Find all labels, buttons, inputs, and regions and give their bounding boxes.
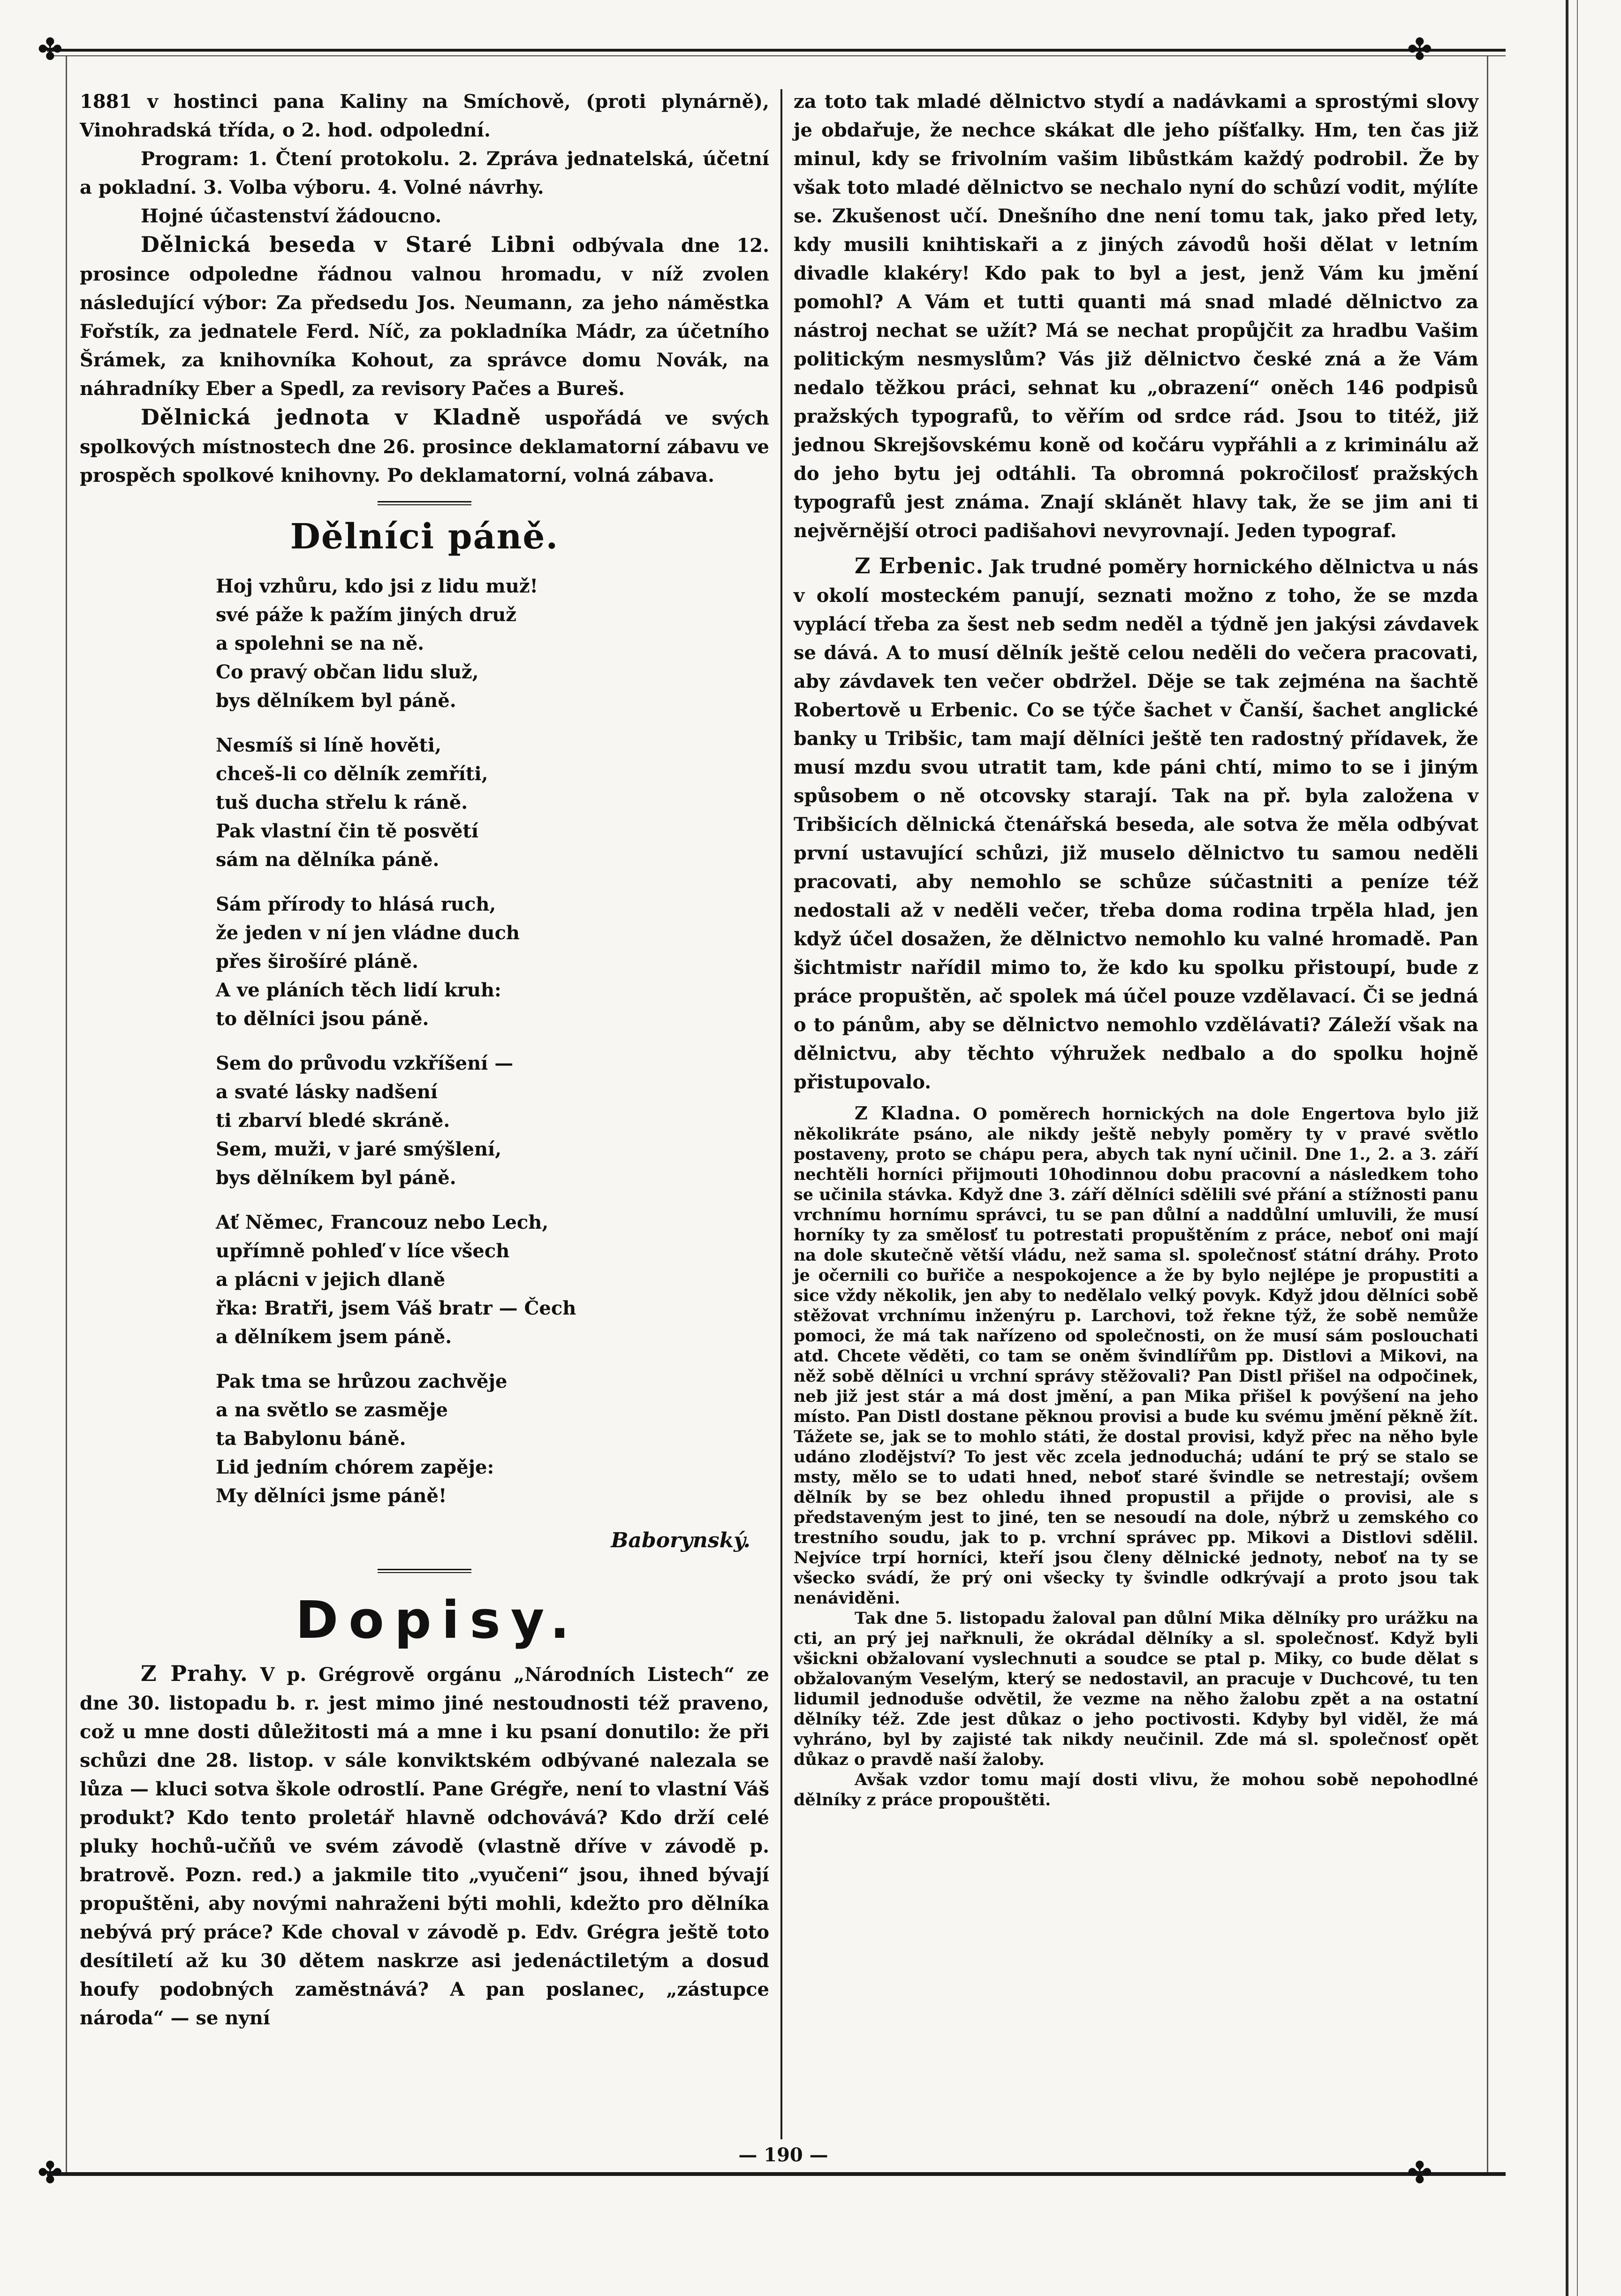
- poem-line: to dělníci jsou páně.: [216, 1008, 429, 1030]
- poem-stanza: [216, 1208, 769, 1351]
- poem-line: Sem do průvodu vzkříšení —: [216, 1052, 514, 1074]
- poem-line: řka: Bratři, jsem Váš bratr — Čech: [216, 1297, 576, 1319]
- poem-line: a dělníkem jsem páně.: [216, 1326, 452, 1348]
- jednota-report: [80, 403, 769, 490]
- left-border-rule: [66, 56, 67, 2172]
- meeting-notice: 1881 v hostinci pana Kaliny na Smíchově, (proti plynárně), Vinohradská třída, o 2. hod. odpolední.: [80, 91, 769, 141]
- corner-ornament-icon: ✤: [1407, 32, 1432, 67]
- corner-ornament-icon: ✤: [38, 32, 63, 67]
- beseda-report: [80, 230, 769, 403]
- poem-line: a spolehni se na ně.: [216, 632, 424, 654]
- beseda-heading: Dělnická beseda v Staré Libni: [141, 232, 556, 257]
- top-border-rule: [47, 49, 1506, 52]
- poem-line: přes širošíré pláně.: [216, 950, 419, 973]
- poem-author: Baborynský.: [611, 1528, 750, 1552]
- poem-line: Co pravý občan lidu služ,: [216, 661, 479, 683]
- poem-line: Nesmíš si líně hověti,: [216, 734, 442, 756]
- top-border-thin-rule: [47, 55, 1506, 56]
- poem-line: Lid jedním chórem zapěje:: [216, 1456, 494, 1478]
- poem-line: ta Babylonu báně.: [216, 1428, 406, 1450]
- poem-line: bys dělníkem byl páně.: [216, 690, 456, 712]
- letter-kladno: [794, 1103, 1478, 1810]
- poem-line: Pak tma se hrůzou zachvěje: [216, 1370, 508, 1392]
- left-column: [80, 87, 769, 2032]
- poem-line: ti zbarví bledé skráně.: [216, 1110, 450, 1132]
- poem-line: upřímně pohleď v líce všech: [216, 1240, 510, 1262]
- praha-text: V p. Grégrově orgánu „Národních Listech“ ze dne 30. listopadu b. r. jest mimo jiné nestoudnosti též praveno, což u mne dosti důležitosti má a mne i ku psaní donutilo: že při schůzi dne 28. listop. v sále konviktském odbývané nalezala se lůza — kluci sotva škole odrostlí. Pane Grégře, není to vlastní Váš produkt? Kdo tento proletář hlavně odchovává? Kdo drží celé pluky hochů-učňů ve svém závodě (vlastně dříve v závodě p. bratrově. Pozn. red.) a jakmile tito „vyučeni“ jsou, ihned bývají propuštěni, aby novými nahraženi býti mohli, kdežto pro dělníka nebývá prý práce? Kde choval v závodě p. Edv. Grégra ještě toto desítiletí až ku 30 dětem naskrze asi jedenáctiletým a dosud houfy podobných zaměstnává? A pan poslanec, „zástupce národa“ — se nyní: [80, 1664, 770, 2029]
- praha-heading: Z Prahy.: [141, 1661, 248, 1686]
- bottom-border-rule: [47, 2172, 1506, 2176]
- corner-ornament-icon: ✤: [38, 2156, 63, 2190]
- praha-continuation: za toto tak mladé dělnictvo stydí a nadávkami a sprostými slovy je obdařuje, že nechce skákat dle jeho píšťalky. Hm, ten čas již minul, kdy se frivolním vašim libůstkám každý podrobil. Že by však toto mladé dělnictvo se nechalo nyní do schůzí vodit, mýlíte se. Zkušenost učí. Dnešního dne není tomu tak, jako před lety, kdy musili knihtiskaři a z jiných závodů hoši dělat v letním divadle klakéry! Kdo pak to byl a jest, jenž Vám ku jmění pomohl? A Vám et tutti quanti má snad mladé dělnictvo za nástroj nechat se užít? Má se nechat propůjčit za hradbu Vašim politickým nesmyslům? Vás již dělnictvo české zná a že Vám nedalo těžkou práci, sehnat ku „obrazení“ oněch 146 podpisů pražských typografů, to věřím od srdce rád. Jsou to titéž, již jednou Skrejšovskému koně od kočáru vypřáhli a z kriminálu až do jeho bytu jej odtáhli. Ta obromná pokročilosť pražských typografů jest známa. Znají sklánět hlavy tak, že se jim ani ti nejvěrnější otroci padišahovi nevyrovnají. Jeden typograf.: [794, 91, 1478, 542]
- poem-line: bys dělníkem byl páně.: [216, 1167, 456, 1189]
- scan-edge-line: [1566, 0, 1568, 2296]
- right-border-rule: [1487, 56, 1488, 2172]
- poem-stanza: [216, 890, 769, 1033]
- poem-stanza: [216, 1367, 769, 1510]
- poem-line: Ať Němec, Francouz nebo Lech,: [216, 1211, 549, 1233]
- page-number: — 190 —: [738, 2144, 828, 2166]
- poem-line: A ve pláních těch lidí kruh:: [216, 979, 501, 1001]
- kladno-paragraph: [794, 1103, 1478, 1608]
- jednota-text: uspořádá ve svých spolkových místnostech dne 26. prosince deklamatorní zábavu ve prospěch spolkové knihovny. Po deklamatorní, volná zábava.: [80, 407, 769, 487]
- jednota-heading: Dělnická jednota v Kladně: [141, 404, 522, 430]
- poem: [80, 572, 769, 1510]
- scan-edge-thin-line: [1577, 0, 1578, 2296]
- column-divider: [780, 89, 782, 2139]
- poem-line: Pak vlastní čin tě posvětí: [216, 820, 479, 842]
- poem-line: a plácni v jejich dlaně: [216, 1269, 446, 1291]
- poem-line: své páže k pažím jiných druž: [216, 604, 516, 626]
- section-title: Dopisy.: [295, 1590, 580, 1650]
- poem-line: Sem, muži, v jaré smýšlení,: [216, 1138, 502, 1160]
- poem-title: Dělníci páně.: [290, 517, 559, 557]
- poem-stanza: [216, 731, 769, 874]
- poem-stanza: [216, 1049, 769, 1192]
- kladno-heading: Z Kladna.: [855, 1102, 962, 1124]
- right-column: [794, 87, 1478, 1810]
- poem-line: tuš ducha střelu k ráně.: [216, 791, 468, 813]
- kladno-paragraph: Tak dne 5. listopadu žaloval pan důlní Mika dělníky pro urážku na cti, an prý jej nařknuli, že okrádal dělníky a sl. společnosť. Když byli všickni obžalovaní vyslechnuti a soudce se ptal p. Miky, co bude dělat s obžalovaným Veselým, který se nedostavil, an pracuje v Duchcové, tu ten lidumil jednoduše odvětil, že vezme na něho žalobu zpět a na ostatní dělníky též. Zde jest důkaz o jeho poctivosti. Kdyby byl viděl, že má vyhráno, byl by zajisté tak nikdy neučinil. Zde má sl. společnosť opět důkaz o pravdě naší žaloby.: [794, 1609, 1478, 1769]
- poem-line: My dělníci jsme páně!: [216, 1485, 447, 1507]
- section-rule: [378, 1569, 471, 1573]
- poem-line: a na světlo se zasměje: [216, 1399, 448, 1421]
- poem-line: že jeden v ní jen vládne duch: [216, 922, 520, 944]
- letter-praha: [80, 1659, 769, 2032]
- corner-ornament-icon: ✤: [1407, 2156, 1432, 2190]
- poem-line: Hoj vzhůru, kdo jsi z lidu muž!: [216, 575, 538, 597]
- erbenic-heading: Z Erbenic.: [855, 553, 984, 578]
- meeting-program: Program: 1. Čtení protokolu. 2. Zpráva jednatelská, účetní a pokladní. 3. Volba výboru. 4. Volné návrhy.: [80, 148, 769, 198]
- kladno-paragraph: Avšak vzdor tomu mají dosti vlivu, že mohou sobě nepohodlné dělníky z práce propouštěti.: [794, 1770, 1478, 1809]
- poem-line: sám na dělníka páně.: [216, 849, 439, 871]
- poem-stanza: [216, 572, 769, 715]
- beseda-text: odbývala dne 12. prosince odpoledne řádnou valnou hromadu, v níž zvolen následující výbor: Za předsedu Jos. Neumann, za jeho náměstka Fořstík, za jednatele Ferd. Níč, za pokladníka Mádr, za účetního Šrámek, za knihovníka Kohout, za správce domu Novák, na náhradníky Eber a Spedl, za revisory Pačes a Bureš.: [80, 235, 769, 400]
- letter-erbenic: [794, 552, 1478, 1096]
- poem-line: chceš-li co dělník zemříti,: [216, 763, 488, 785]
- poem-line: Sám přírody to hlásá ruch,: [216, 893, 496, 915]
- kladno-text: O poměrech hornických na dole Engertova bylo již několikráte psáno, ale nikdy ještě nebyly poměry ty v pravé světlo postaveny, proto se chápu pera, abych tak nyní učinil. Dne 1., 2. a 3. září nechtěli horníci přijmouti 10hodinnou dobu pracovní a následkem toho se učinila stávka. Když dne 3. září dělníci sdělili své přání a stížnosti panu vrchnímu hornímu správci, tu se pan důlní a naddůlní umluvili, že musí horníky ty za smělosť tu potrestati propuštěním z práce, neboť oni mají na dole skutečně větší vládu, než sama sl. společnosť státní dráhy. Proto je očernili co buřiče a nespokojence a že by bylo nejlépe je propustiti a sice vždy několik, jen aby to nedělalo velký povyk. Když jdou dělníci sobě stěžovat vrchnímu inženýru p. Larchovi, tož řekne týž, že sobě nemůže pomoci, že má tak nařízeno od společnosti, on že musí sám poslouchati atd. Chcete věděti, co tam se oněm švindlířům pp. Distlovi a Mikovi, na něž sobě dělníci u vrchní správy stěžovali? Pan Distl přišel na odpočinek, neb již jest stár a má dost jmění, a pan Mika přišel k povýšení na jeho místo. Pan Distl dostane pěknou provisi a bude ku svému jmění pěkně žít. Tážete se, jak se to mohlo státi, že dostal provisi, když přec na něho byle udáno zlodějství? To jest věc zcela jednoduchá; udání te prý se stalo se msty, mělo se to udati hned, neboť staré švindle se netrestají; ovšem dělník by se bez ohledu ihned propustil a přijde o provisi, ale s představeným jest to jiné, ten se nesoudí na dole, nýbrž u zemského co trestního soudu, jak to p. vrchní správec pp. Mikovi a Distlovi sdělil. Nejvíce trpí horníci, kteří jsou členy dělnické jednoty, neboť na ty se všecko svádí, že prý oni všecky ty švindle odkrývají a proto jsou tak nenáviděni.: [794, 1104, 1479, 1608]
- participation-note: Hojné účastenství žádoucno.: [141, 205, 442, 227]
- section-rule: [378, 501, 471, 505]
- erbenic-text: Jak trudné poměry hornického dělnictva u nás v okolí mosteckém panují, seznati možno z toho, že se mzda vyplácí třeba za šest neb sedm neděl a týdně jen jakýsi závdavek se dává. A to musí dělník ještě celou neděli do večera pracovati, aby závdavek ten večer obdržel. Děje se tak zejména na šachtě Robertově u Erbenic. Co se týče šachet v Čanší, šachet anglické banky u Tribšic, tam mají dělníci ještě ten radostný přídavek, že musí mzdu svou utratit tam, kde páni chtí, mimo to se i jiným spůsobem o ně otcovsky starají. Tak na př. byla založena v Tribšicích dělnická čtenářská beseda, ale sotva že měla odbývat první ustavující schůzi, již muselo dělnictvo tu samou neděli pracovati, aby nemohlo se schůze súčastniti a peníze též nedostali až v neděli večer, třeba doma rodina trpěla hlad, jen když účel dosažen, že dělnictvo nemohlo ku valné hromadě. Pan šichtmistr nařídil mimo to, že kdo ku spolku přistoupí, bude z práce propuštěn, ač spolek má účel pouze vzdělavací. Či se jedná o to pánům, aby se dělnictvo nemohlo vzdělávati? Záleží však na dělnictvu, aby těchto výhružek nedbalo a do spolku hojně přistupovalo.: [794, 556, 1478, 1093]
- poem-line: a svaté lásky nadšení: [216, 1081, 438, 1103]
